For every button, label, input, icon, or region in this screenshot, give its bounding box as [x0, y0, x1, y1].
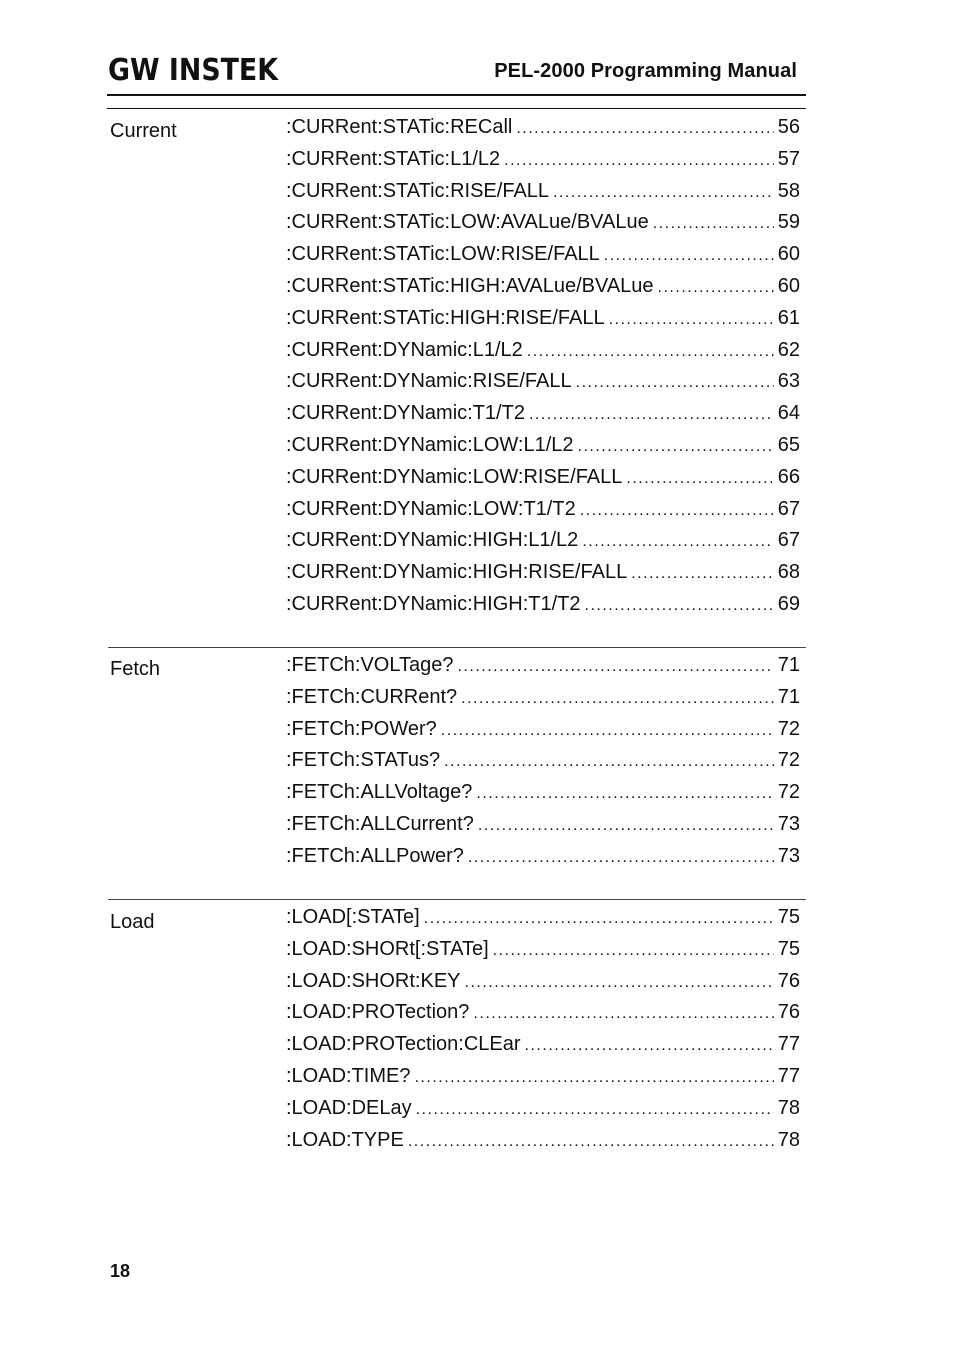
- toc-entry[interactable]: [286, 1129, 800, 1161]
- toc-entry[interactable]: [286, 906, 800, 938]
- toc-entry[interactable]: [286, 1001, 800, 1033]
- command-name: :FETCh:STATus?: [286, 749, 441, 772]
- dot-leader: [626, 470, 773, 488]
- command-name: :CURRent:STATic:LOW:AVALue/BVALue: [286, 211, 649, 234]
- svg-text:GW INSTEK: GW INSTEK: [108, 53, 280, 88]
- command-name: :CURRent:STATic:L1/L2: [286, 147, 501, 170]
- dot-leader: [414, 1069, 773, 1087]
- dot-leader: [609, 311, 774, 329]
- toc-entry[interactable]: [286, 529, 800, 561]
- toc-entry[interactable]: [286, 1033, 800, 1065]
- toc-entry[interactable]: [286, 561, 800, 593]
- command-name: :CURRent:STATic:LOW:RISE/FALL: [286, 243, 600, 266]
- dot-leader: [408, 1133, 774, 1151]
- command-name: :FETCh:POWer?: [286, 717, 437, 740]
- command-name: :FETCh:CURRent?: [286, 685, 458, 708]
- page-ref: 60: [777, 274, 800, 297]
- toc-entry[interactable]: [286, 434, 800, 466]
- command-name: :LOAD:PROTection:CLEar: [286, 1033, 521, 1056]
- dot-leader: [504, 152, 774, 170]
- command-name: :CURRent:DYNamic:LOW:T1/T2: [286, 497, 576, 520]
- page-ref: 75: [777, 906, 800, 928]
- command-name: :CURRent:DYNamic:RISE/FALL: [286, 370, 572, 393]
- command-name: :FETCh:ALLVoltage?: [286, 781, 473, 804]
- dot-leader: [525, 1037, 774, 1055]
- dot-leader: [468, 849, 774, 867]
- toc-entry[interactable]: [286, 498, 800, 530]
- page-ref: 67: [777, 497, 800, 520]
- toc-entry[interactable]: [286, 370, 800, 402]
- command-name: :LOAD:SHORt:KEY: [286, 969, 461, 992]
- dot-leader: [416, 1101, 774, 1119]
- dot-leader: [493, 942, 774, 960]
- page-ref: 76: [777, 969, 800, 992]
- dot-leader: [585, 597, 774, 615]
- manual-title: PEL-2000 Programming Manual: [494, 60, 797, 82]
- command-name: :FETCh:ALLCurrent?: [286, 812, 474, 835]
- page-ref: 64: [777, 402, 800, 425]
- page-ref: 76: [777, 1001, 800, 1024]
- page-ref: 78: [777, 1096, 800, 1119]
- page-ref: 67: [777, 529, 800, 552]
- toc-entry[interactable]: [286, 749, 800, 781]
- dot-leader: [465, 974, 774, 992]
- page-ref: 73: [777, 844, 800, 867]
- section-label: Current: [110, 120, 177, 142]
- toc-entry[interactable]: [286, 654, 800, 686]
- dot-leader: [553, 184, 774, 202]
- toc-entry[interactable]: [286, 402, 800, 434]
- toc-entry[interactable]: [286, 938, 800, 970]
- page-ref: 68: [777, 561, 800, 584]
- section-label: Fetch: [110, 658, 161, 680]
- dot-leader: [580, 502, 774, 520]
- dot-leader: [653, 215, 774, 233]
- toc-entry[interactable]: [286, 845, 800, 877]
- command-name: :CURRent:DYNamic:HIGH:L1/L2: [286, 529, 579, 552]
- page-ref: 72: [777, 717, 800, 740]
- dot-leader: [424, 910, 774, 928]
- page-ref: 65: [777, 433, 800, 456]
- dot-leader: [478, 817, 774, 835]
- entry-list: [286, 906, 800, 1160]
- dot-leader: [658, 279, 774, 297]
- dot-leader: [476, 785, 773, 803]
- toc-entry[interactable]: [286, 466, 800, 498]
- page-ref: 59: [777, 211, 800, 234]
- page-ref: 71: [777, 685, 800, 708]
- toc-entry[interactable]: [286, 1097, 800, 1129]
- dot-leader: [578, 438, 774, 456]
- page-ref: 56: [777, 116, 800, 138]
- toc-entry[interactable]: [286, 970, 800, 1002]
- entry-list: [286, 654, 800, 877]
- toc-entry[interactable]: [286, 211, 800, 243]
- command-name: :CURRent:DYNamic:HIGH:RISE/FALL: [286, 561, 628, 584]
- toc-section-fetch: [108, 647, 806, 878]
- dot-leader: [461, 690, 774, 708]
- command-name: :CURRent:DYNamic:L1/L2: [286, 338, 523, 361]
- toc-entry[interactable]: [286, 813, 800, 845]
- toc-entry[interactable]: [286, 593, 800, 625]
- command-name: :LOAD:PROTection?: [286, 1001, 470, 1024]
- page-ref: 58: [777, 179, 800, 202]
- page-ref: 73: [777, 812, 800, 835]
- page-ref: 77: [777, 1064, 800, 1087]
- page-number: 18: [110, 1261, 131, 1281]
- page-ref: 69: [777, 592, 800, 615]
- header-rule-thin: [107, 108, 806, 109]
- page-ref: 60: [777, 243, 800, 266]
- command-name: :LOAD:SHORt[:STATe]: [286, 937, 489, 960]
- command-name: :CURRent:DYNamic:T1/T2: [286, 402, 525, 425]
- toc-section-current: [108, 116, 806, 626]
- dot-leader: [441, 722, 774, 740]
- dot-leader: [576, 374, 774, 392]
- toc-entry[interactable]: [286, 275, 800, 307]
- dot-leader: [529, 406, 774, 424]
- page-ref: 61: [777, 306, 800, 329]
- command-name: :LOAD:TIME?: [286, 1064, 411, 1087]
- dot-leader: [604, 247, 774, 265]
- toc-entry[interactable]: [286, 243, 800, 275]
- toc-entry[interactable]: [286, 718, 800, 750]
- toc-entry[interactable]: [286, 781, 800, 813]
- command-name: :FETCh:VOLTage?: [286, 654, 454, 676]
- command-name: :LOAD:DELay: [286, 1096, 412, 1119]
- page-ref: 63: [777, 370, 800, 393]
- command-name: :LOAD[:STATe]: [286, 906, 420, 928]
- dot-leader: [527, 343, 774, 361]
- section-label: Load: [110, 911, 155, 933]
- dot-leader: [582, 533, 773, 551]
- command-name: :CURRent:STATic:HIGH:AVALue/BVALue: [286, 274, 654, 297]
- page-ref: 77: [777, 1033, 800, 1056]
- header-rule: [107, 94, 806, 96]
- entry-list: [286, 116, 800, 625]
- toc-entry[interactable]: [286, 686, 800, 718]
- command-name: :CURRent:STATic:RISE/FALL: [286, 179, 550, 202]
- toc-entry[interactable]: [286, 148, 800, 180]
- command-name: :CURRent:STATic:HIGH:RISE/FALL: [286, 306, 605, 329]
- gw-instek-logo: [108, 52, 280, 88]
- toc-entry[interactable]: [286, 180, 800, 212]
- dot-leader: [473, 1005, 773, 1023]
- command-name: :CURRent:DYNamic:LOW:RISE/FALL: [286, 465, 623, 488]
- command-name: :FETCh:ALLPower?: [286, 844, 464, 867]
- page-ref: 72: [777, 749, 800, 772]
- page-ref: 72: [777, 781, 800, 804]
- toc-entry[interactable]: [286, 307, 800, 339]
- toc-section-load: [108, 899, 806, 1170]
- command-name: :CURRent:DYNamic:LOW:L1/L2: [286, 433, 574, 456]
- command-name: :LOAD:TYPE: [286, 1128, 404, 1151]
- page-ref: 78: [777, 1128, 800, 1151]
- dot-leader: [444, 753, 774, 771]
- page-ref: 75: [777, 937, 800, 960]
- page-ref: 66: [777, 465, 800, 488]
- command-name: :CURRent:DYNamic:HIGH:T1/T2: [286, 592, 581, 615]
- toc-entry[interactable]: [286, 116, 800, 148]
- toc-entry[interactable]: [286, 1065, 800, 1097]
- page-ref: 62: [777, 338, 800, 361]
- command-name: :CURRent:STATic:RECall: [286, 116, 513, 138]
- page-ref: 57: [777, 147, 800, 170]
- toc-entry[interactable]: [286, 339, 800, 371]
- dot-leader: [631, 565, 774, 583]
- dot-leader: [457, 658, 773, 676]
- page-ref: 71: [777, 654, 800, 676]
- dot-leader: [516, 120, 773, 138]
